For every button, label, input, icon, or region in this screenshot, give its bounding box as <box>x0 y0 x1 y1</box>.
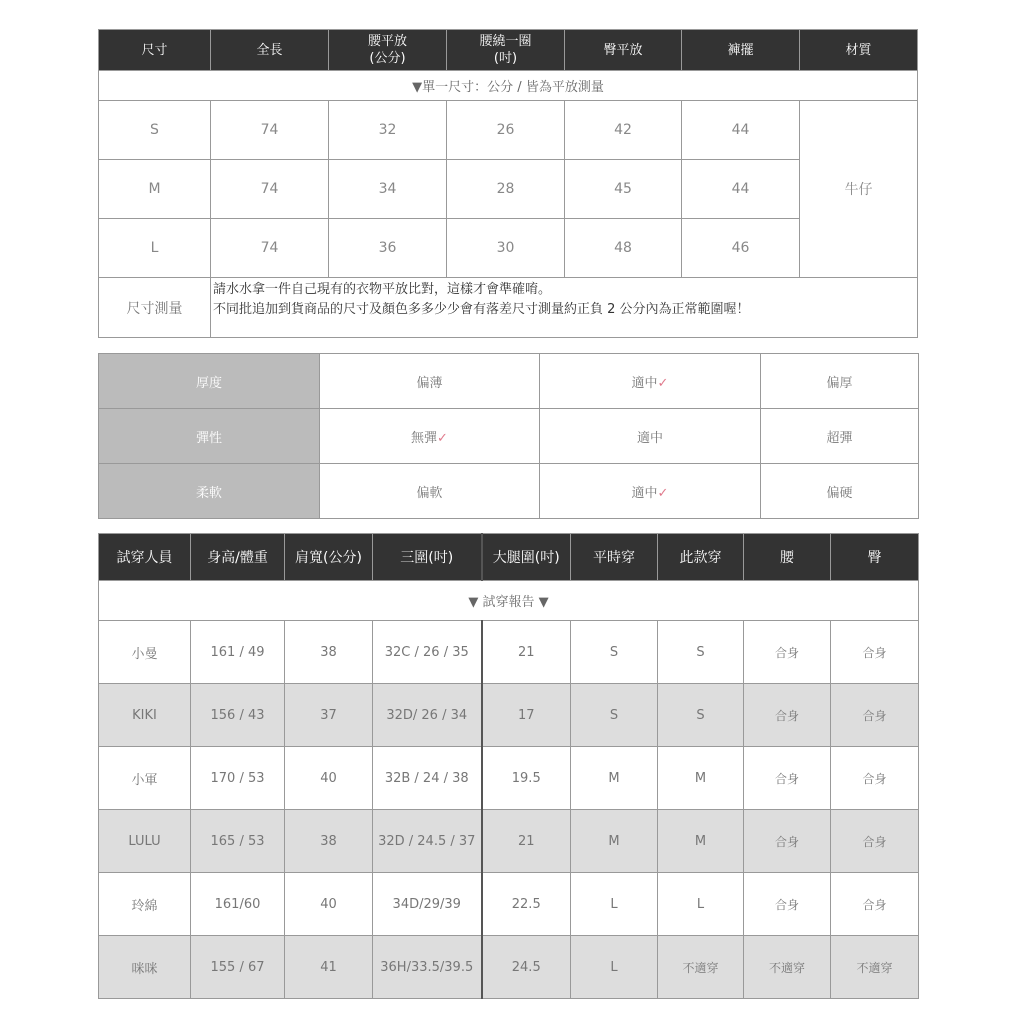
length-cell: 74 <box>211 219 329 278</box>
trial-cell: L <box>571 936 658 999</box>
trial-cell: 40 <box>285 747 373 810</box>
trial-header-cell: 大腿圍(吋) <box>482 534 571 581</box>
trial-cell: 161 / 49 <box>191 621 285 684</box>
header-hem: 褲擺 <box>682 30 800 71</box>
fabric-feel-option-label: 偏薄 <box>416 375 443 391</box>
trial-cell: 合身 <box>831 684 919 747</box>
trial-cell: 170 / 53 <box>191 747 285 810</box>
trial-cell: S <box>571 684 658 747</box>
material-cell: 牛仔 <box>800 101 918 278</box>
fabric-feel-option <box>761 409 919 464</box>
hem-cell: 44 <box>682 101 800 160</box>
trial-cell: 不適穿 <box>744 936 831 999</box>
trial-cell: KIKI <box>99 684 191 747</box>
trial-cell: 咪咪 <box>99 936 191 999</box>
trial-row <box>99 747 919 810</box>
trial-cell: 34D/29/39 <box>373 873 482 936</box>
fabric-feel-option <box>320 354 540 409</box>
trial-cell: 156 / 43 <box>191 684 285 747</box>
trial-cell: 合身 <box>831 747 919 810</box>
fabric-feel-option-label: 無彈 <box>411 430 438 446</box>
trial-header-cell: 三圍(吋) <box>373 534 482 581</box>
size-note-label: 尺寸測量 <box>99 278 211 338</box>
trial-header-cell: 腰 <box>744 534 831 581</box>
size-note-text <box>211 278 918 338</box>
trial-cell: 合身 <box>831 873 919 936</box>
trial-cell: 合身 <box>744 747 831 810</box>
fabric-feel-option <box>761 464 919 519</box>
trial-cell: 155 / 67 <box>191 936 285 999</box>
size-cell: L <box>99 219 211 278</box>
fabric-feel-option-label: 偏厚 <box>826 375 853 391</box>
trial-cell: L <box>571 873 658 936</box>
fabric-feel-option-label: 適中 <box>631 485 658 501</box>
trial-cell: 合身 <box>744 684 831 747</box>
trial-cell: 165 / 53 <box>191 810 285 873</box>
waist-round-cell: 26 <box>447 101 565 160</box>
fabric-feel-row <box>99 409 919 464</box>
checkmark-icon: ✓ <box>657 375 669 391</box>
waist-flat-cell: 34 <box>329 160 447 219</box>
header-length: 全長 <box>211 30 329 71</box>
waist-round-cell: 28 <box>447 160 565 219</box>
trial-header-cell: 身高/體重 <box>191 534 285 581</box>
hip-cell: 42 <box>565 101 682 160</box>
trial-row <box>99 810 919 873</box>
trial-cell: 32D/ 26 / 34 <box>373 684 482 747</box>
fabric-feel-option-label: 適中 <box>636 430 663 446</box>
trial-header-cell: 此款穿 <box>658 534 744 581</box>
header-hip: 臀平放 <box>565 30 682 71</box>
hip-cell: 48 <box>565 219 682 278</box>
trial-cell: LULU <box>99 810 191 873</box>
size-cell: M <box>99 160 211 219</box>
trial-cell: L <box>658 873 744 936</box>
fabric-feel-option <box>320 464 540 519</box>
trial-cell: 22.5 <box>482 873 571 936</box>
trial-header-cell: 肩寬(公分) <box>285 534 373 581</box>
fabric-feel-option <box>540 464 761 519</box>
fabric-feel-label: 柔軟 <box>99 464 320 519</box>
trial-cell: 32D / 24.5 / 37 <box>373 810 482 873</box>
fabric-feel-option-label: 適中 <box>631 375 658 391</box>
trial-cell: S <box>571 621 658 684</box>
size-note-line2: 不同批追加到貨商品的尺寸及顏色多多少少會有落差尺寸測量約正負 2 公分內為正常範圍喔！ <box>213 302 750 317</box>
waist-flat-cell: 36 <box>329 219 447 278</box>
trial-cell: 38 <box>285 810 373 873</box>
trial-cell: 合身 <box>831 621 919 684</box>
fabric-feel-option-label: 超彈 <box>826 430 853 446</box>
size-table <box>98 29 918 338</box>
trial-cell: 17 <box>482 684 571 747</box>
trial-cell: 19.5 <box>482 747 571 810</box>
trial-cell: 32C / 26 / 35 <box>373 621 482 684</box>
fabric-feel-option <box>540 354 761 409</box>
size-row-s <box>99 101 918 160</box>
trial-row <box>99 936 919 999</box>
fabric-feel-option <box>761 354 919 409</box>
trial-cell: M <box>658 810 744 873</box>
trial-header-cell: 臀 <box>831 534 919 581</box>
fabric-feel-label: 厚度 <box>99 354 320 409</box>
trial-cell: 合身 <box>744 873 831 936</box>
header-material: 材質 <box>800 30 918 71</box>
trial-report-caption: ▼ 試穿報告 ▼ <box>99 581 919 621</box>
header-size: 尺寸 <box>99 30 211 71</box>
trial-cell: 小曼 <box>99 621 191 684</box>
size-row-l <box>99 219 918 278</box>
trial-cell: 小軍 <box>99 747 191 810</box>
fabric-feel-option-label: 偏軟 <box>416 485 443 501</box>
trial-header-cell: 試穿人員 <box>99 534 191 581</box>
length-cell: 74 <box>211 160 329 219</box>
trial-cell: M <box>571 747 658 810</box>
trial-cell: 21 <box>482 621 571 684</box>
trial-cell: M <box>658 747 744 810</box>
trial-row <box>99 621 919 684</box>
fabric-feel-row <box>99 464 919 519</box>
trial-cell: 21 <box>482 810 571 873</box>
trial-cell: 36H/33.5/39.5 <box>373 936 482 999</box>
trial-header-cell: 平時穿 <box>571 534 658 581</box>
waist-round-cell: 30 <box>447 219 565 278</box>
size-table-caption: ▼單一尺寸：公分 / 皆為平放測量 <box>99 71 918 101</box>
trial-report-table <box>98 533 919 999</box>
trial-row <box>99 684 919 747</box>
trial-cell: 37 <box>285 684 373 747</box>
trial-cell: 41 <box>285 936 373 999</box>
trial-cell: S <box>658 684 744 747</box>
trial-cell: 161/60 <box>191 873 285 936</box>
trial-cell: 40 <box>285 873 373 936</box>
size-row-m <box>99 160 918 219</box>
trial-cell: M <box>571 810 658 873</box>
hip-cell: 45 <box>565 160 682 219</box>
trial-cell: S <box>658 621 744 684</box>
hem-cell: 46 <box>682 219 800 278</box>
fabric-feel-option <box>540 409 761 464</box>
trial-cell: 玲綿 <box>99 873 191 936</box>
size-note-row <box>99 278 918 338</box>
header-waist-round: 腰繞一圈 (吋) <box>447 30 565 71</box>
waist-flat-cell: 32 <box>329 101 447 160</box>
length-cell: 74 <box>211 101 329 160</box>
checkmark-icon: ✓ <box>657 485 669 501</box>
fabric-feel-table <box>98 353 919 519</box>
trial-cell: 不適穿 <box>831 936 919 999</box>
trial-cell: 合身 <box>744 621 831 684</box>
trial-cell: 合身 <box>744 810 831 873</box>
hem-cell: 44 <box>682 160 800 219</box>
trial-cell: 不適穿 <box>658 936 744 999</box>
size-note-line1: 請水水拿一件自己現有的衣物平放比對，這樣才會準確唷。 <box>213 282 552 297</box>
fabric-feel-label: 彈性 <box>99 409 320 464</box>
fabric-feel-row <box>99 354 919 409</box>
trial-cell: 32B / 24 / 38 <box>373 747 482 810</box>
size-cell: S <box>99 101 211 160</box>
fabric-feel-option <box>320 409 540 464</box>
checkmark-icon: ✓ <box>437 430 448 446</box>
trial-cell: 24.5 <box>482 936 571 999</box>
header-waist-flat: 腰平放 (公分) <box>329 30 447 71</box>
trial-cell: 合身 <box>831 810 919 873</box>
fabric-feel-option-label: 偏硬 <box>826 485 853 501</box>
trial-cell: 38 <box>285 621 373 684</box>
trial-row <box>99 873 919 936</box>
